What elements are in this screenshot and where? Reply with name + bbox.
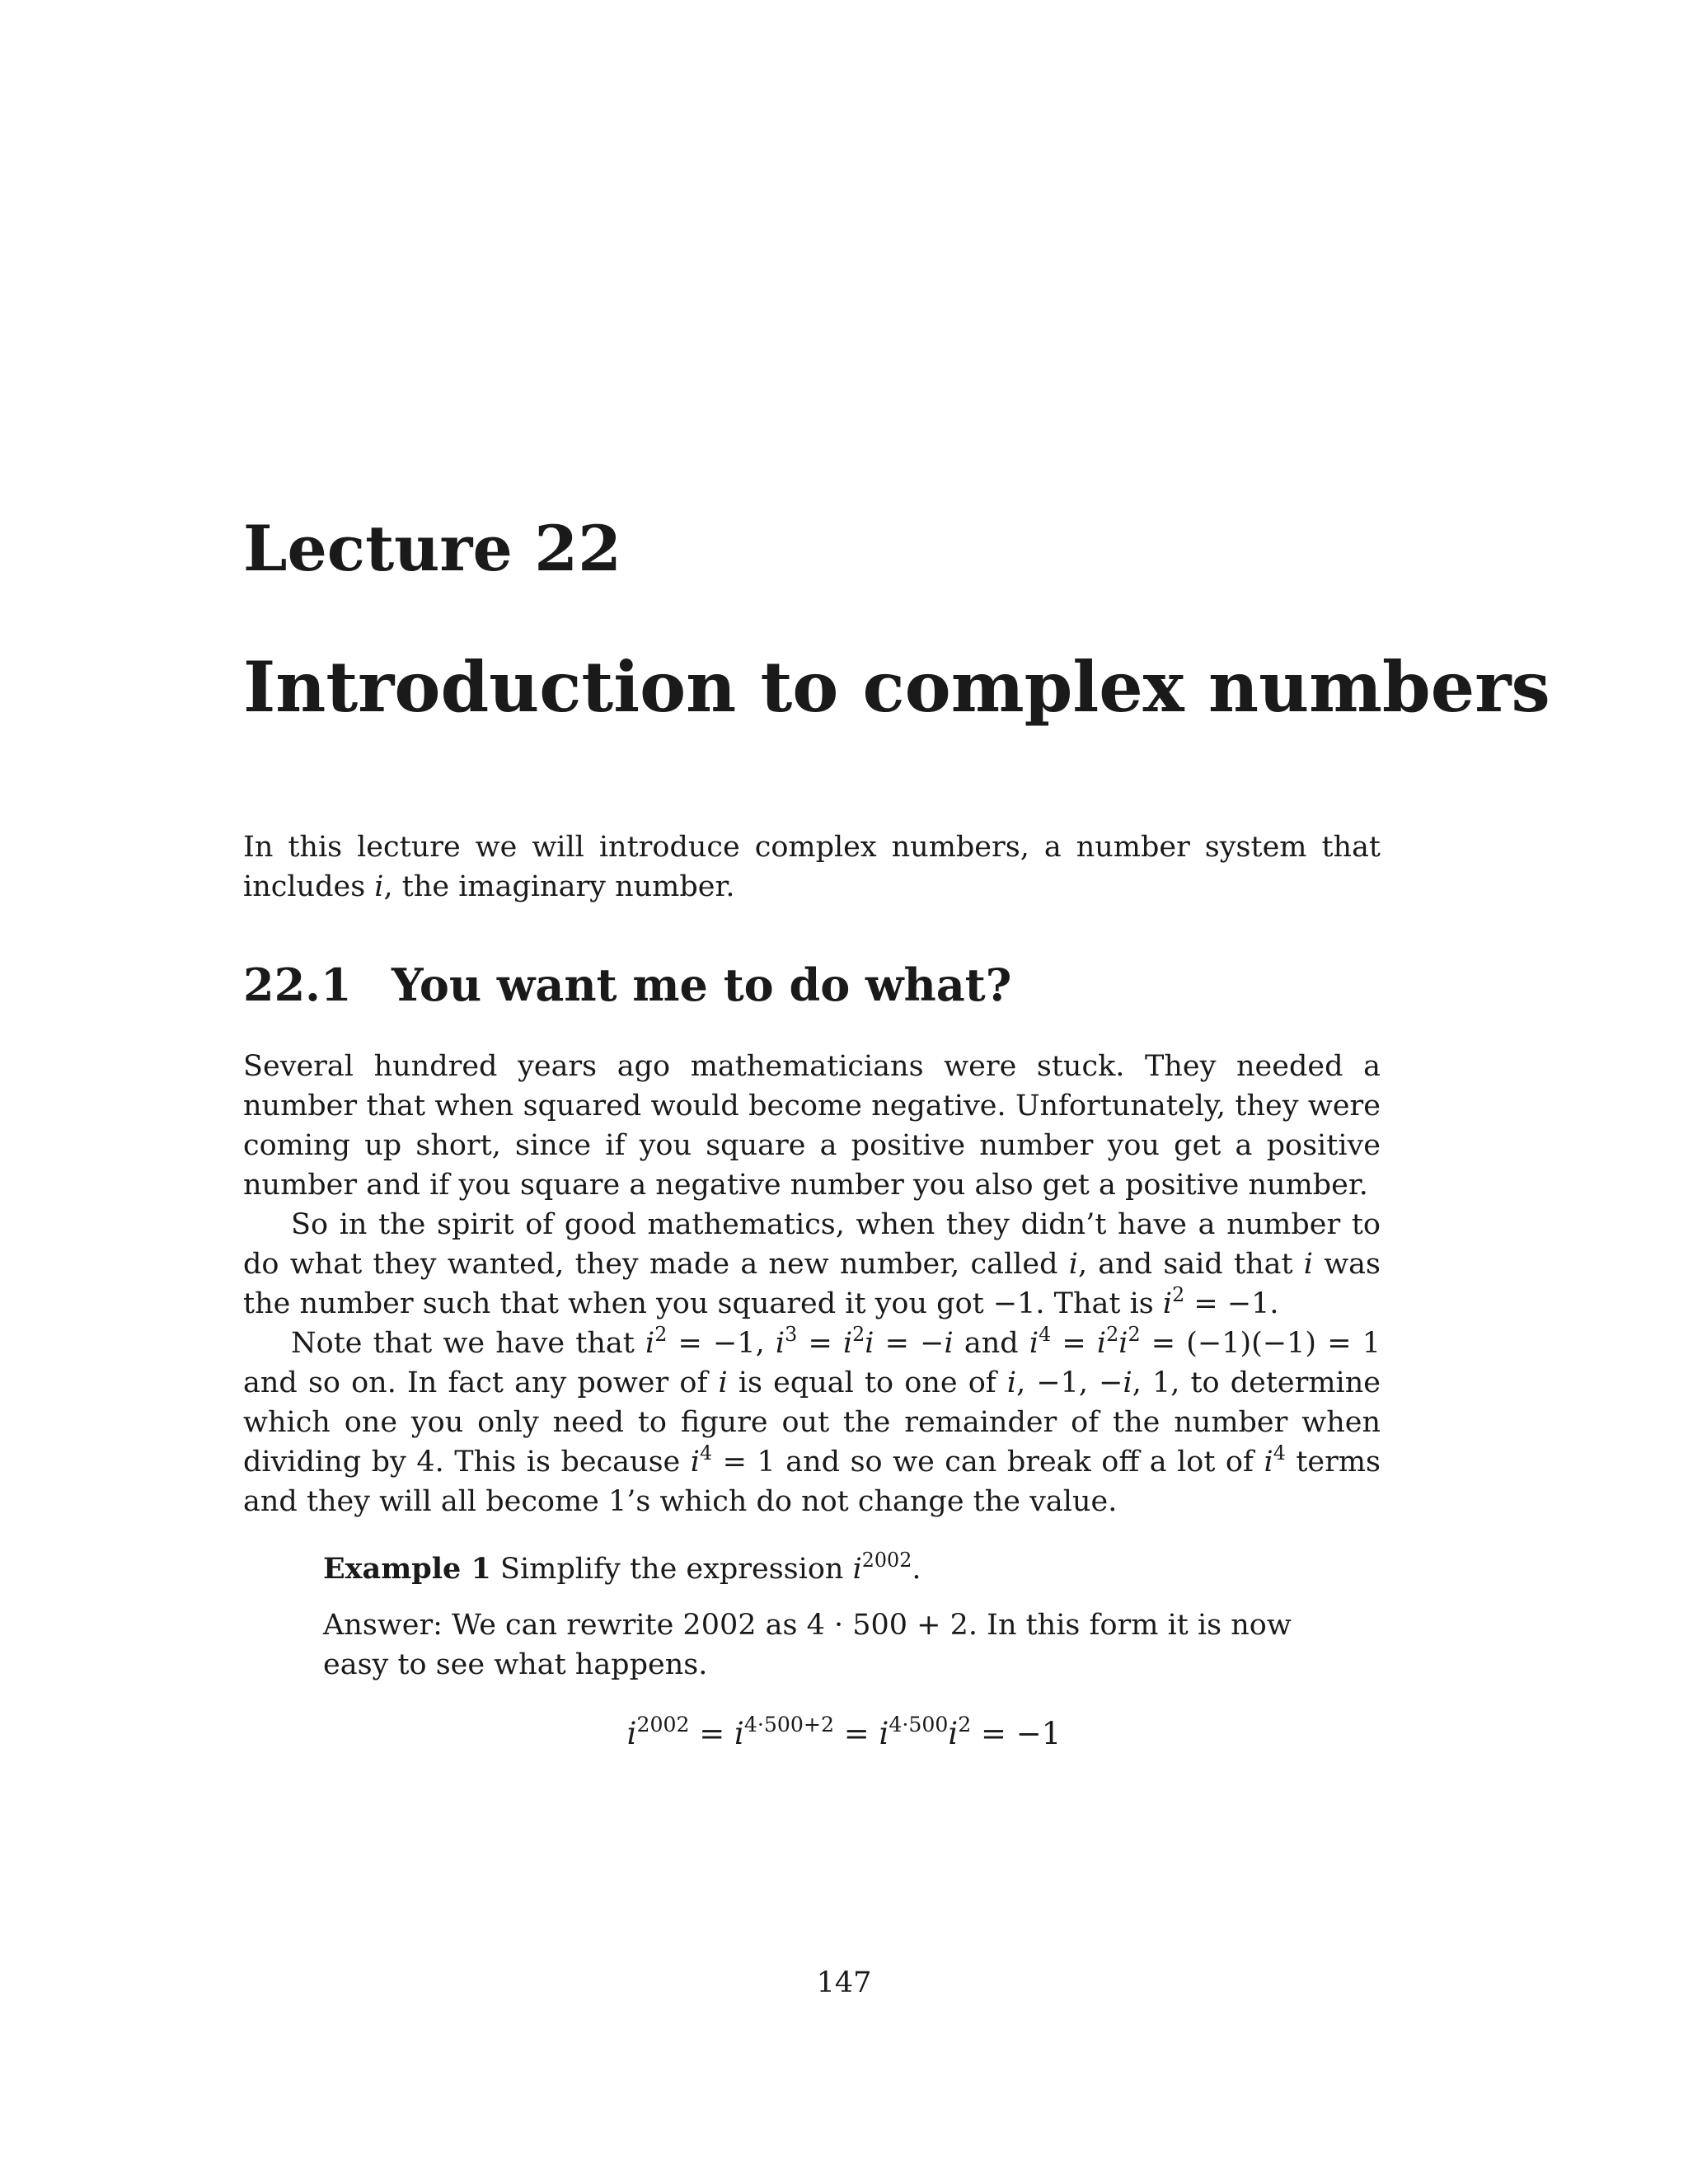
eq-eq2: =: [834, 1716, 879, 1751]
example-block: [323, 1549, 1312, 1685]
eq-e2: 4·500+2: [743, 1713, 834, 1737]
p2-t1: So in the spirit of good mathematics, when they didn’t have a number to do what they wanted, they made a new number, called: [243, 1208, 1381, 1281]
lecture-label: Lecture 22: [243, 512, 622, 585]
p3-v13: i: [1264, 1446, 1273, 1479]
chapter-title: Introduction to complex numbers: [243, 646, 1550, 728]
eq-v3: i: [879, 1716, 889, 1751]
example-exp: 2002: [861, 1549, 912, 1572]
p3-t10: , 1, to determine which one you only need to figure out the remainder of the number when dividing by 4. This is because: [243, 1366, 1381, 1479]
p3-t11: = 1 and so we can break off a lot of: [712, 1446, 1264, 1479]
paragraph-2: [243, 1205, 1381, 1324]
p3-s13: 4: [1273, 1441, 1286, 1465]
section-number: 22.1: [243, 958, 352, 1011]
intro-var-i: i: [374, 870, 384, 903]
p3-s6: 4: [1039, 1323, 1052, 1347]
p3-s7: 2: [1106, 1323, 1119, 1347]
p3-v1: i: [645, 1327, 655, 1360]
section-title: You want me to do what?: [392, 958, 1012, 1011]
example-var: i: [852, 1553, 862, 1586]
eq-v1: i: [626, 1716, 637, 1751]
p3-v6: i: [1029, 1327, 1039, 1360]
paragraph-1: Several hundred years ago mathematicians were stuck. They needed a number that when squared would become negative. Unfortunately, they were coming up short, since if you square a positive number you get a positive number and if you square a negative number you also get a positive number.: [243, 1050, 1381, 1202]
p2-v2: i: [1303, 1248, 1313, 1281]
p3-v3: i: [842, 1327, 853, 1360]
p3-v7: i: [1096, 1327, 1107, 1360]
p3-v12: i: [690, 1446, 700, 1479]
page-number: 147: [816, 1966, 872, 1999]
paragraph-3: [243, 1324, 1381, 1521]
eq-e1: 2002: [636, 1713, 690, 1737]
p3-t6: =: [1051, 1327, 1097, 1360]
p3-v9: i: [718, 1366, 728, 1399]
p2-s1: 2: [1172, 1283, 1185, 1307]
intro-paragraph: [243, 827, 1381, 907]
display-equation: [0, 1714, 1688, 1754]
eq-v2: i: [734, 1716, 744, 1751]
intro-text: In this lecture we will introduce complex numbers, a number system that includes: [243, 831, 1381, 903]
p3-s1: 2: [654, 1323, 668, 1347]
p3-s12: 4: [699, 1441, 713, 1465]
p3-t8: is equal to one of: [727, 1366, 1007, 1399]
section-body: [243, 1047, 1381, 1521]
eq-v4: i: [948, 1716, 959, 1751]
p3-t12: terms and they will all become 1’s which do not change the value.: [243, 1446, 1381, 1518]
intro-text-end: , the imaginary number.: [383, 870, 735, 903]
p3-v4: i: [865, 1327, 874, 1360]
p3-v10: i: [1006, 1366, 1017, 1399]
p3-v5: i: [944, 1327, 954, 1360]
p3-v8: i: [1118, 1327, 1128, 1360]
p2-v1: i: [1068, 1248, 1078, 1281]
eq-e4: 2: [958, 1713, 972, 1737]
p3-t9: , −1, −: [1016, 1366, 1123, 1399]
p3-t3: =: [797, 1327, 843, 1360]
eq-rhs: = −1: [971, 1716, 1062, 1751]
p3-t2: = −1,: [667, 1327, 776, 1360]
example-answer: Answer: We can rewrite 2002 as 4 · 500 + 2. In this form it is now easy to see what happens.: [323, 1609, 1292, 1681]
example-prompt-end: .: [912, 1553, 921, 1586]
p3-s8: 2: [1128, 1323, 1141, 1347]
p3-s2: 3: [785, 1323, 798, 1347]
example-prompt-line: [323, 1549, 1312, 1589]
p3-s3: 2: [852, 1323, 865, 1347]
section-heading: [243, 958, 1012, 1011]
p3-v11: i: [1123, 1366, 1132, 1399]
p3-t7: = (−1)(−1) = 1 and so on. In fact any power of: [243, 1327, 1381, 1399]
p2-v3: i: [1162, 1287, 1173, 1320]
example-label: Example 1: [323, 1552, 491, 1586]
p2-t2: , and said that: [1077, 1248, 1304, 1281]
p2-t4: = −1.: [1184, 1287, 1279, 1320]
p3-t4: = −: [874, 1327, 945, 1360]
p3-v2: i: [775, 1327, 785, 1360]
eq-e3: 4·500: [889, 1713, 949, 1737]
eq-eq1: =: [689, 1716, 735, 1751]
p3-t5: and: [953, 1327, 1029, 1360]
p3-t1: Note that we have that: [291, 1327, 645, 1360]
example-prompt: Simplify the expression: [490, 1553, 853, 1586]
p2-t3: was the number such that when you squared it you got −1. That is: [243, 1248, 1381, 1320]
